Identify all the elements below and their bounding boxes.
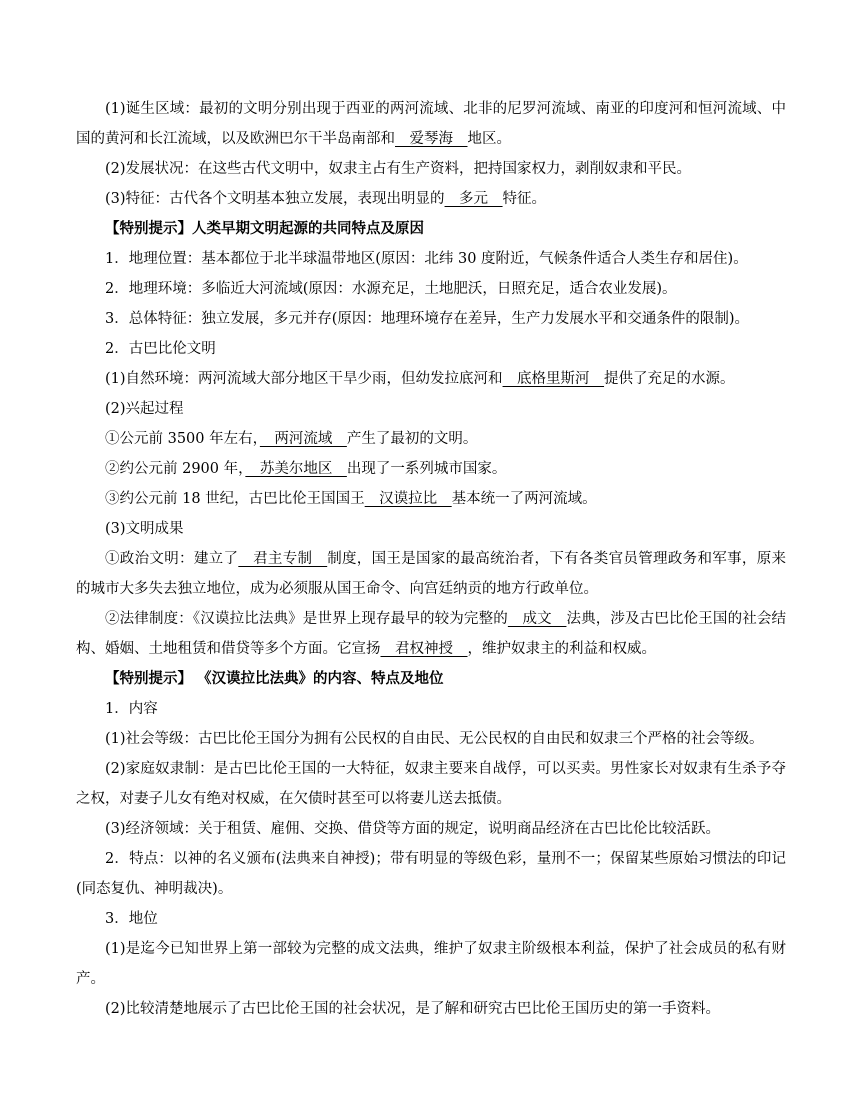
text-segment: 2．古巴比伦文明 xyxy=(105,341,216,357)
paragraph xyxy=(76,364,786,394)
paragraph xyxy=(76,154,786,184)
text-segment: 2．特点：以神的名义颁布(法典来自神授)；带有明显的等级色彩，量刑不一；保留某些原始习惯法的印记(同态复仇、神明裁决)。 xyxy=(76,851,786,897)
text-segment: (2)家庭奴隶制：是古巴比伦王国的一大特征，奴隶主要来自战俘，可以买卖。男性家长对奴隶有生杀予夺之权，对妻子儿女有绝对权威，在欠债时甚至可以将妻儿送去抵债。 xyxy=(76,761,786,807)
text-segment: (2)发展状况：在这些古代文明中，奴隶主占有生产资料，把持国家权力，剥削奴隶和平民。 xyxy=(105,161,692,177)
fill-in-answer: 成文 xyxy=(507,611,567,627)
text-segment: 提供了充足的水源。 xyxy=(604,371,735,387)
text-segment: 出现了一系列城市国家。 xyxy=(346,461,507,477)
fill-in-answer: 苏美尔地区 xyxy=(245,461,347,477)
text-segment: 制度，国王是国家的最高统治者，下有各类官员管理政务和军事，原来的城市大多失去独立地位，成为必须服从国王命令、向宫廷纳贡的地方行政单位。 xyxy=(76,551,787,597)
text-segment: ②法律制度：《汉谟拉比法典》是世界上现存最早的较为完整的 xyxy=(105,611,508,627)
text-segment: (1)诞生区域：最初的文明分别出现于西亚的两河流域、北非的尼罗河流域、南亚的印度河和恒河流域、中国的黄河和长江流域，以及欧洲巴尔干半岛南部和 xyxy=(76,101,786,147)
paragraph xyxy=(76,94,786,154)
text-segment: 特征。 xyxy=(502,191,547,207)
text-segment: 1．地理位置：基本都位于北半球温带地区(原因：北纬 30 度附近，气候条件适合人类生存和居住)。 xyxy=(105,251,748,267)
text-segment: (1)社会等级：古巴比伦王国分为拥有公民权的自由民、无公民权的自由民和奴隶三个严格的社会等级。 xyxy=(105,731,764,747)
paragraph xyxy=(76,514,786,544)
fill-in-answer: 多元 xyxy=(444,191,503,207)
tip-heading xyxy=(76,214,786,244)
fill-in-answer: 君主专制 xyxy=(238,551,328,567)
text-segment: (1)自然环境：两河流域大部分地区干旱少雨，但幼发拉底河和 xyxy=(105,371,503,387)
text-segment: ①政治文明：建立了 xyxy=(105,551,239,567)
paragraph xyxy=(76,304,786,334)
paragraph xyxy=(76,724,786,754)
text-segment: ①公元前 3500 年左右， xyxy=(105,431,260,447)
fill-in-answer: 汉谟拉比 xyxy=(364,491,452,507)
paragraph xyxy=(76,844,786,904)
text-segment: (3)文明成果 xyxy=(105,521,184,537)
text-segment: (3)经济领域：关于租赁、雇佣、交换、借贷等方面的规定，说明商品经济在古巴比伦比较活跃。 xyxy=(105,821,721,837)
text-segment: 【特别提示】 《汉谟拉比法典》的内容、特点及地位 xyxy=(105,670,444,687)
text-segment: 3．总体特征：独立发展，多元并存(原因：地理环境存在差异，生产力发展水平和交通条件的限制)。 xyxy=(105,311,750,327)
text-segment: ，维护奴隶主的利益和权威。 xyxy=(467,641,656,657)
paragraph xyxy=(76,544,786,604)
paragraph xyxy=(76,814,786,844)
paragraph xyxy=(76,994,786,1024)
text-segment: (1)是迄今已知世界上第一部较为完整的成文法典，维护了奴隶主阶级根本利益，保护了社会成员的私有财产。 xyxy=(76,941,786,987)
text-segment: ③约公元前 18 世纪，古巴比伦王国国王 xyxy=(105,491,365,507)
paragraph xyxy=(76,604,786,664)
document-page xyxy=(76,94,786,1024)
fill-in-answer: 爱琴海 xyxy=(395,131,468,147)
tip-heading xyxy=(76,664,786,694)
text-segment: ②约公元前 2900 年， xyxy=(105,461,246,477)
paragraph xyxy=(76,754,786,814)
paragraph xyxy=(76,934,786,994)
paragraph xyxy=(76,694,786,724)
paragraph xyxy=(76,184,786,214)
text-segment: 基本统一了两河流域。 xyxy=(451,491,597,507)
text-segment: 产生了最初的文明。 xyxy=(346,431,478,447)
fill-in-answer: 君权神授 xyxy=(380,641,468,657)
text-segment: (3)特征：古代各个文明基本独立发展，表现出明显的 xyxy=(105,191,445,207)
paragraph xyxy=(76,904,786,934)
text-segment: 法典，涉及古巴比伦王国的社会结构、婚姻、土地租赁和借贷等多个方面。它宣扬 xyxy=(76,611,787,657)
paragraph xyxy=(76,454,786,484)
text-segment: (2)兴起过程 xyxy=(105,401,184,417)
fill-in-answer: 底格里斯河 xyxy=(502,371,605,387)
paragraph xyxy=(76,424,786,454)
paragraph xyxy=(76,334,786,364)
paragraph xyxy=(76,244,786,274)
text-segment: 1．内容 xyxy=(105,701,158,717)
fill-in-answer: 两河流域 xyxy=(259,431,347,447)
text-segment: 2．地理环境：多临近大河流域(原因：水源充足，土地肥沃，日照充足，适合农业发展)。 xyxy=(105,281,677,297)
text-segment: 【特别提示】人类早期文明起源的共同特点及原因 xyxy=(105,220,424,237)
text-segment: (2)比较清楚地展示了古巴比伦王国的社会状况，是了解和研究古巴比伦王国历史的第一手资料。 xyxy=(105,1001,721,1017)
paragraph xyxy=(76,484,786,514)
text-segment: 地区。 xyxy=(467,131,511,147)
paragraph xyxy=(76,394,786,424)
text-segment: 3．地位 xyxy=(105,911,158,927)
paragraph xyxy=(76,274,786,304)
